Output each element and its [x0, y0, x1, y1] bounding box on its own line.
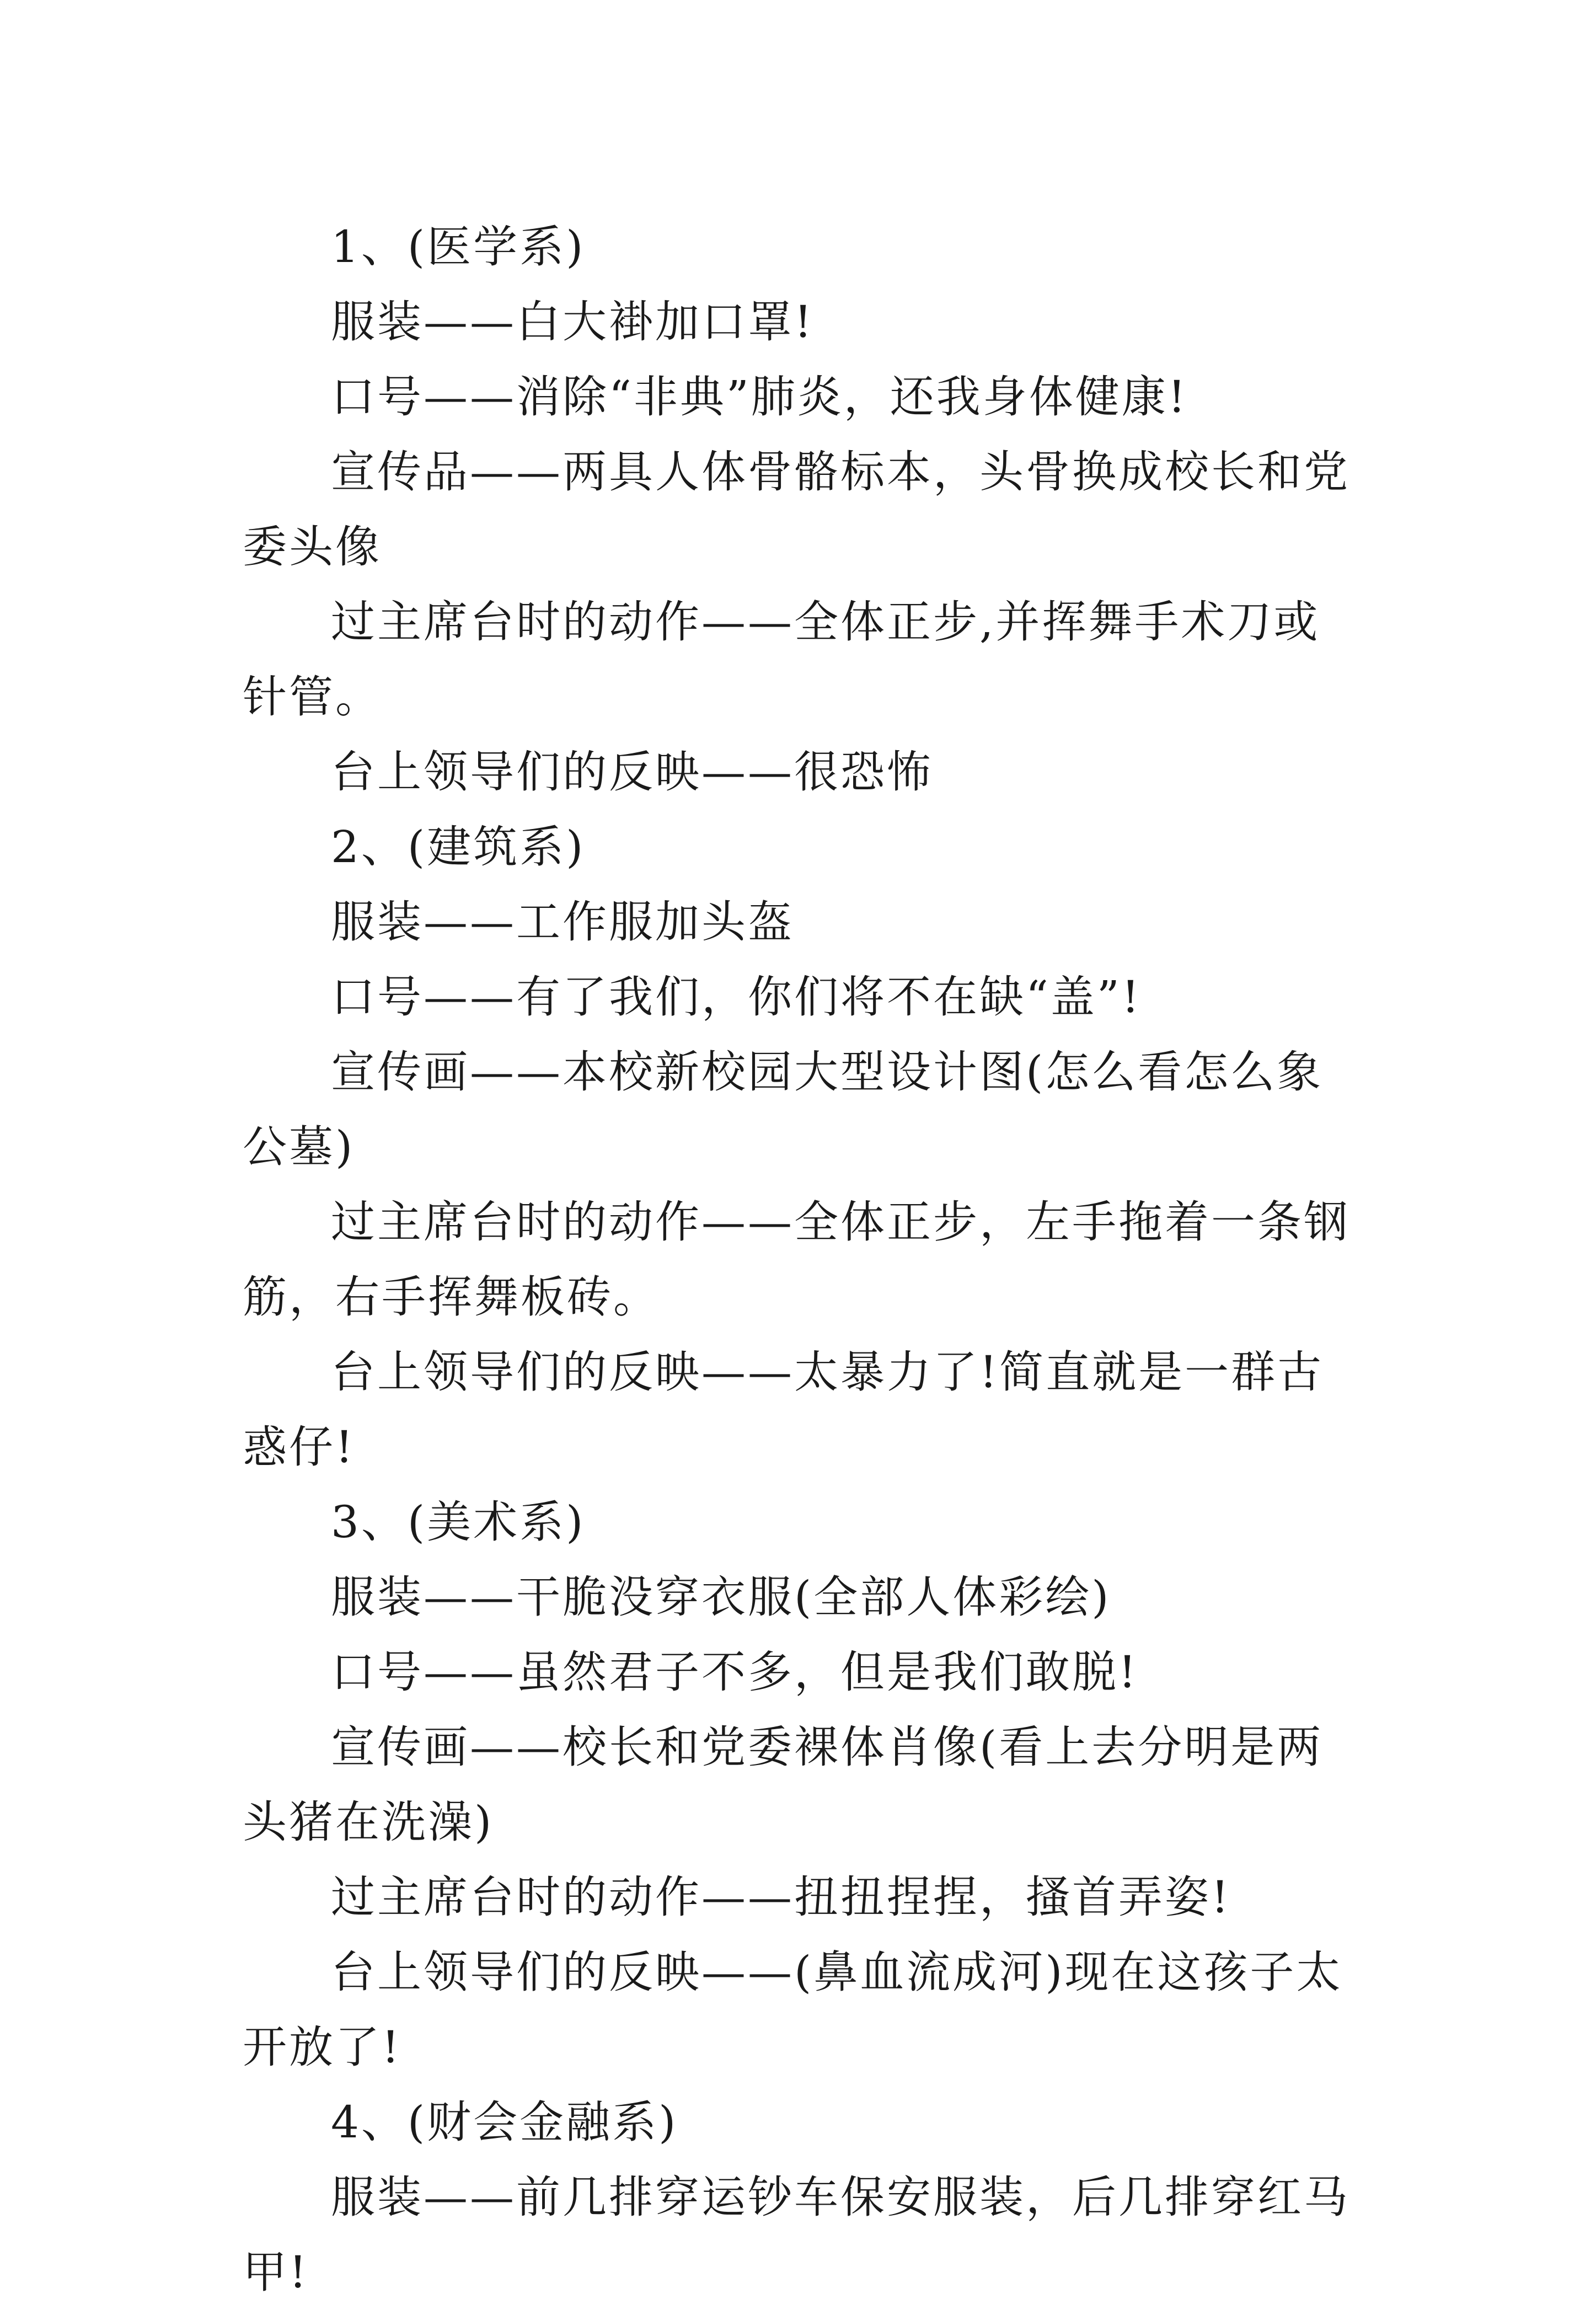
section-heading-medical: 1、(医学系) — [331, 221, 586, 272]
paragraph: 服装——干脆没穿衣服(全部人体彩绘) — [331, 1571, 1111, 1623]
paragraph: 台上领导们的反映——很恐怖 — [331, 746, 933, 798]
paragraph: 服装——工作服加头盔 — [331, 896, 794, 948]
paragraph: 口号——虽然君子不多，但是我们敢脱! — [331, 1646, 1139, 1698]
paragraph: 台上领导们的反映——太暴力了!简直就是一群古惑仔! — [243, 1346, 1324, 1473]
paragraph: 宣传画——本校新校园大型设计图(怎么看怎么象公墓) — [243, 1046, 1324, 1173]
paragraph: 过主席台时的动作——扭扭捏捏，搔首弄姿! — [331, 1871, 1231, 1923]
paragraph: 口号——消除“非典”肺炎，还我身体健康! — [331, 371, 1188, 423]
section-heading-finance: 4、(财会金融系) — [331, 2097, 678, 2148]
paragraph: 服装——前几排穿运钞车保安服装，后几排穿红马甲! — [243, 2172, 1350, 2298]
section-heading-architecture: 2、(建筑系) — [331, 821, 586, 873]
paragraph: 宣传画——校长和党委裸体肖像(看上去分明是两头猪在洗澡) — [243, 1721, 1324, 1848]
paragraph: 过主席台时的动作——全体正步,并挥舞手术刀或针管。 — [243, 596, 1320, 723]
paragraph: 口号——有了我们，你们将不在缺“盖”! — [331, 971, 1142, 1023]
paragraph: 宣传品——两具人体骨骼标本，头骨换成校长和党委头像 — [243, 446, 1350, 573]
paragraph: 过主席台时的动作——全体正步，左手拖着一条钢筋，右手挥舞板砖。 — [243, 1196, 1350, 1323]
paragraph: 服装——白大褂加口罩! — [331, 296, 815, 347]
section-heading-fine-arts: 3、(美术系) — [331, 1496, 586, 1548]
paragraph: 台上领导们的反映——(鼻血流成河)现在这孩子太开放了! — [243, 1947, 1343, 2073]
document-body — [243, 210, 1357, 2310]
